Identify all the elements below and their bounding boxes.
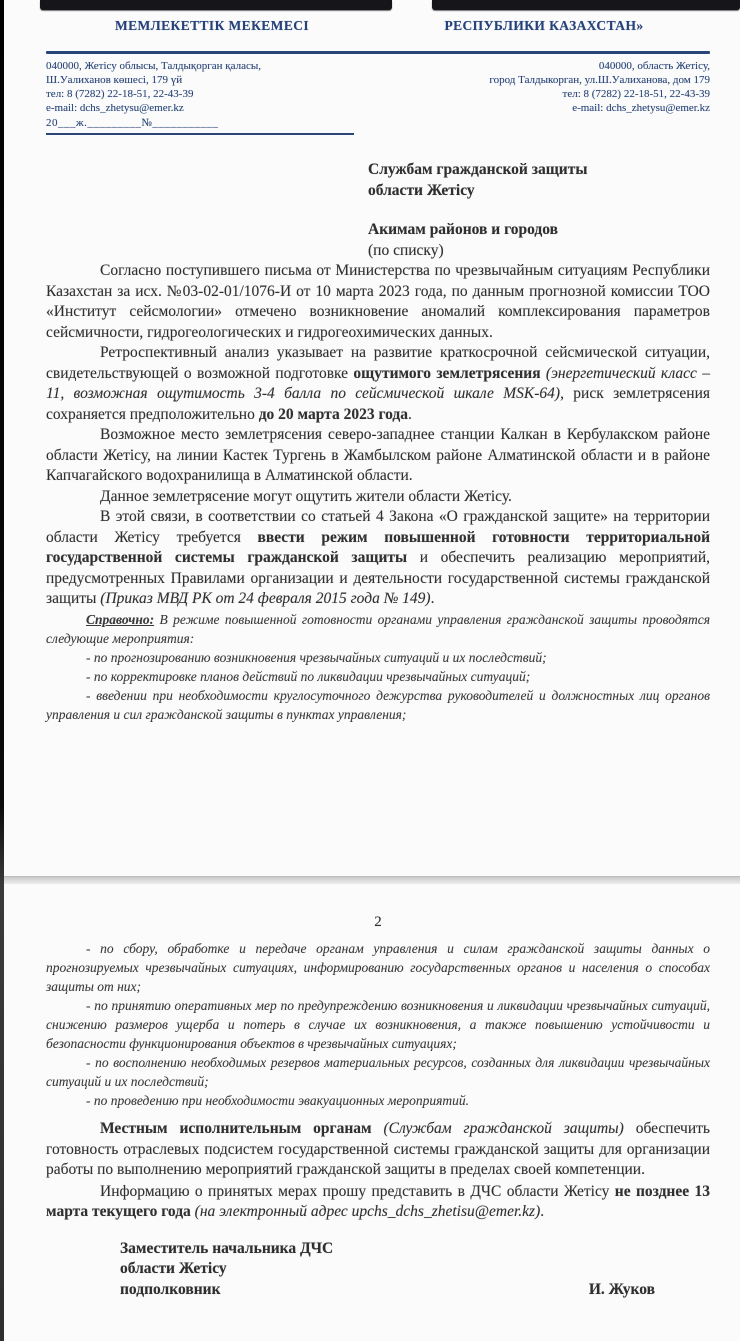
paragraph [46,487,710,508]
signer-title-line: подполковник [120,1280,221,1298]
paragraph [46,1182,710,1223]
text-segment: Данное землетрясение могут ощутить жители области Жетісу. [100,487,512,505]
letterhead-rule [46,51,710,54]
text-segment: Возможное место землетрясения северо-западнее станции Калкан в Кербулакском районе области Жетісу, на линии Кастек Тургень в Жамбылском районе Алматинской области и в районе Капчагайского водохранилища в Алматинской области. [46,426,710,484]
page-separator [0,876,740,884]
text-segment: (Службам гражданской защиты) [383,1120,624,1137]
page-2 [0,884,740,1341]
spacer [368,201,710,219]
email-line: e-mail: dchs_zhetysu@emer.kz [572,102,710,114]
text-segment: обеспечить готовность отраслевых подсистем государственной системы гражданской защиты для организации работы по выполнению мероприятий гражданской защиты в пределах своей компетенции. [46,1120,710,1178]
paragraph [46,425,710,487]
signer-name: И. Жуков [588,1280,655,1298]
text-segment: Информацию о принятых мерах прошу представить в ДЧС области Жетісу [100,1182,615,1200]
text-segment: В этой связи, в соответствии со статьей 4 Закона «О гражданской защите» на территории области Жетісу требуется [46,508,710,546]
text-segment: (Приказ МВД РК от 24 февраля 2015 года № 149) [100,590,431,607]
reference-note-intro [46,610,710,648]
list-item: - введении при необходимости круглосуточного дежурства руководителей и должностных лиц органов управления и сил гражданской защиты в пунктах управления; [46,687,710,722]
reference-note-list [46,939,710,1110]
text-segment: (энергетический класс – 11, возможная ощутимость 3-4 балла по сейсмической шкале MSK-64) [46,364,710,402]
text-segment: ввести режим повышенной готовности территориальной государственной системы гражданской защиты [46,528,710,566]
org-name-kazakh: МЕМЛЕКЕТТІК МЕКЕМЕСІ [114,18,310,33]
text-segment: до 20 марта 2023 года [258,405,409,423]
text-segment: ощутимого землетрясения [353,364,541,382]
cropped-text-right [432,0,740,10]
text-segment: В режиме повышенной готовности органами управления гражданской защиты проводятся следующие мероприятия: [46,611,710,646]
text-segment: Согласно поступившего письма от Министерства по чрезвычайным ситуациям Республики Казахстан за исх. №03-02-01/1076-И от 10 марта 2023 года, по данным прогнозной комиссии ТОО «Институт сейсмологии» отмечено возникновение аномалий комплексирования параметров сейсмичности, гидрогеологических и гидрогеохимических данных. [46,262,710,341]
addressee-line: (по списку) [368,242,444,259]
letterhead-contacts [46,59,710,130]
list-item: - по принятию оперативных мер по предупреждению возникновения и ликвидации чрезвычайных ситуаций, снижению размеров ущерба и потерь в случае их возникновения, а также повышению устойчивости и безопасности функционирования объектов в чрезвычайных ситуациях; [46,998,710,1051]
page-number: 2 [374,914,382,930]
addressee-line: Службам гражданской защиты [368,161,588,178]
paragraph [46,507,710,610]
list-item: - по проведению при необходимости эвакуационных мероприятий. [86,1093,470,1108]
list-item: - по восполнению необходимых резервов материальных ресурсов, созданных для ликвидации чрезвычайных ситуаций и их последствий; [46,1055,710,1089]
reference-note-list [46,648,710,724]
text-segment: и обеспечить реализацию мероприятий, предусмотренных Правилами организации и деятельности государственной системы гражданской защиты [46,549,710,607]
text-segment: Ретроспективный анализ указывает на развитие краткосрочной сейсмической ситуации, свидетельствующей о возможной подготовке [46,344,710,382]
signature-block [120,1239,710,1301]
signer-title-line: Заместитель начальника ДЧС [120,1239,334,1257]
phone-line: тел: 8 (7282) 22-18-51, 22-43-39 [46,88,194,100]
text-segment: Справочно: [86,611,155,627]
address-line: город Талдыкорган, ул.Ш.Уалиханова, дом 179 [489,74,710,86]
paragraph [46,1119,710,1181]
signer-title-line: области Жетісу [120,1260,227,1277]
cropped-header-band [40,0,740,11]
paragraph [46,261,710,343]
list-item: - по корректировке планов действий по ликвидации чрезвычайных ситуаций; [86,668,531,684]
text-segment: Местным исполнительным органам [100,1120,384,1137]
paragraph [46,343,710,425]
text-segment: . [408,405,412,423]
addressee-line: области Жетісу [368,182,475,199]
org-name-russian: РЕСПУБЛИКИ КАЗАХСТАН» [444,18,644,33]
text-segment: не позднее 13 марта текущего года [46,1182,710,1220]
address-line: 040000, Жетісу облысы, Талдықорган қаласы, [46,60,261,72]
scan-left-edge [0,0,4,1341]
addressee-block [368,159,710,261]
text-segment: (на электронный адрес upchs_dchs_zhetisu@emer.kz) [194,1203,541,1220]
text-segment: . [540,1203,545,1220]
addressee-line: Акимам районов и городов [368,221,558,238]
list-item: - по сбору, обработке и передаче органам управления и силам гражданской защиты данных о прогнозируемых чрезвычайных ситуациях, информированию государственных органов и населения о способах защиты от них; [46,941,710,994]
phone-line: тел: 8 (7282) 22-18-51, 22-43-39 [562,88,710,100]
address-line: 040000, область Жетісу, [598,60,710,72]
contacts-kazakh [46,59,261,130]
reference-underline [46,133,354,135]
date-number-line: 20___ж._________№___________ [46,117,219,129]
text-segment: . [430,590,435,607]
cropped-text-left [40,0,392,10]
text-segment: , риск землетрясения сохраняется предположительно [46,385,710,423]
address-line: Ш.Уалиханов көшесі, 179 үй [46,74,183,86]
email-line: e-mail: dchs_zhetysu@emer.kz [46,102,184,114]
letterhead-org-row [46,16,710,36]
contacts-russian [489,59,710,130]
list-item: - по прогнозированию возникновения чрезвычайных ситуаций и их последствий; [86,649,547,665]
